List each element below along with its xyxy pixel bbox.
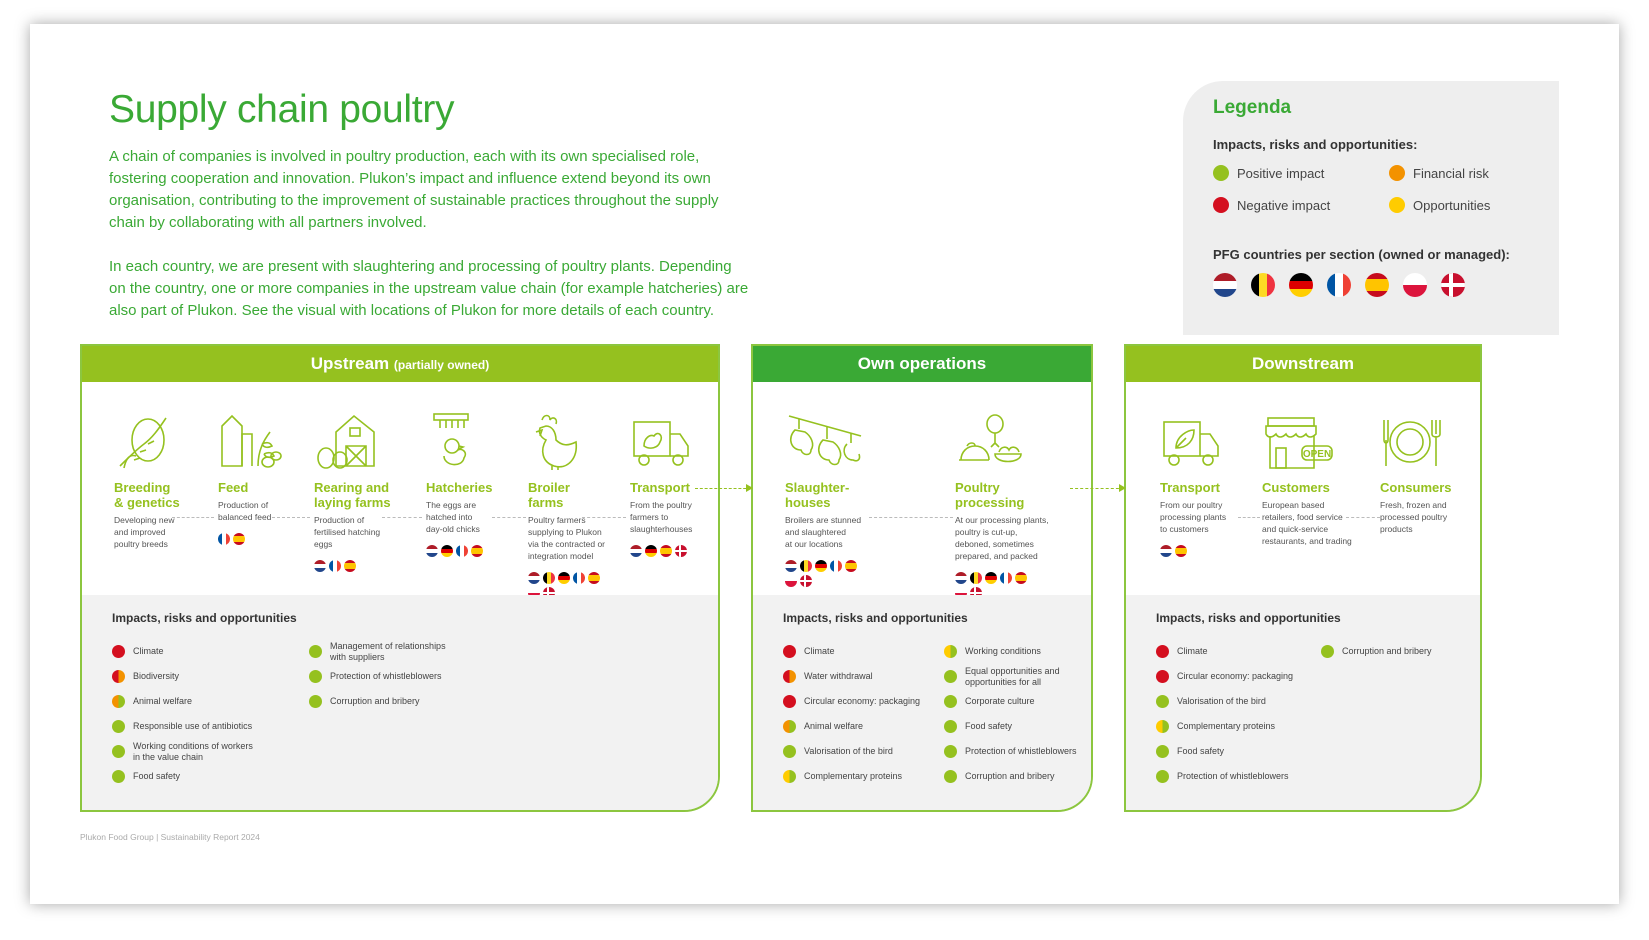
iro-item	[1156, 689, 1306, 714]
flag-nl-icon	[528, 572, 540, 584]
iro-label: Food safety	[133, 771, 181, 781]
step-title: Broiler farms	[528, 480, 570, 510]
positive-impact-dot	[1213, 165, 1229, 181]
flag-es-icon	[845, 560, 857, 572]
iro-label: Protection of whistleblowers	[330, 671, 442, 681]
legend-label: Financial risk	[1413, 165, 1489, 181]
shop-open-icon	[1262, 402, 1362, 472]
iro-dot	[944, 745, 957, 758]
step-title: Slaughter- houses	[785, 480, 850, 510]
flag-de-icon	[558, 572, 570, 584]
iro-item	[309, 689, 459, 714]
iro-label: Protection of whistleblowers	[1177, 771, 1289, 781]
flag-de-icon	[441, 545, 453, 557]
arrow-upstream-to-own	[695, 488, 751, 490]
footer: Plukon Food Group | Sustainability Report 2024	[80, 832, 260, 842]
iro-dot	[309, 645, 322, 658]
chick-icon	[426, 402, 526, 472]
upstream-section	[80, 344, 720, 812]
flag-dk-icon	[675, 545, 687, 557]
iro-item	[112, 639, 262, 664]
own-operations-steps	[753, 382, 1091, 600]
iro-label: Working conditions	[965, 646, 1041, 656]
iro-dot	[1156, 770, 1169, 783]
iro-dot	[112, 745, 125, 758]
iro-label: Equal opportunities and opportunities for all	[965, 665, 1060, 687]
processed-poultry-icon	[955, 402, 1055, 472]
upstream-title: Upstream	[310, 354, 390, 373]
step-description: From our poultry processing plants to customers	[1160, 500, 1227, 534]
flag-fr-icon	[830, 560, 842, 572]
iro-label: Climate	[133, 646, 164, 656]
iro-label: Corporate culture	[965, 696, 1035, 706]
step-description: Production of balanced feed	[218, 500, 272, 522]
iro-item	[309, 664, 459, 689]
flag-dk-icon	[1441, 273, 1465, 297]
iro-label: Corruption and bribery	[1342, 646, 1432, 656]
opportunities-dot	[1389, 197, 1405, 213]
downstream-steps	[1126, 382, 1480, 600]
iro-dot	[783, 645, 796, 658]
iro-item	[112, 664, 262, 689]
financial-risk-dot	[1389, 165, 1405, 181]
flag-es-icon	[233, 533, 245, 545]
step-country-flags	[1160, 545, 1240, 557]
intro-paragraph-1: A chain of companies is involved in poultry production, each with its own specialised role, fostering cooperation and innovation. Plukon’s impact and influence extend beyond its own organisation, contributing to the improvement of sustainable practices throughout the supply chain by collaborating with all partners involved.	[109, 148, 719, 231]
step-title: Transport	[630, 480, 690, 495]
iro-dot	[309, 670, 322, 683]
legend-positive-impact	[1213, 165, 1324, 181]
step-slaughter-houses	[785, 402, 885, 587]
step-country-flags	[218, 533, 298, 545]
iro-dot	[783, 670, 796, 683]
iro-item	[944, 664, 1093, 689]
iro-label: Management of relationships with suppliers	[330, 640, 446, 662]
iro-item	[944, 639, 1093, 664]
step-title: Rearing and laying farms	[314, 480, 391, 510]
plate-cutlery-icon	[1380, 402, 1480, 472]
step-description: At our processing plants, poultry is cut-up, deboned, sometimes prepared, and packed	[955, 515, 1049, 561]
upstream-note: (partially owned)	[393, 358, 490, 372]
step-description: Fresh, frozen and processed poultry products	[1380, 500, 1448, 534]
iro-dot	[1156, 670, 1169, 683]
iro-label: Complementary proteins	[1177, 721, 1276, 731]
legend-label: Positive impact	[1237, 165, 1325, 181]
open-sign-text: OPEN	[1302, 449, 1332, 460]
flag-fr-icon	[329, 560, 341, 572]
step-description: From the poultry farmers to slaughterhouses	[630, 500, 693, 534]
flag-de-icon	[645, 545, 657, 557]
legend-opportunities	[1389, 197, 1490, 213]
flag-es-icon	[660, 545, 672, 557]
iro-label: Animal welfare	[133, 696, 193, 706]
arrow-own-to-downstream	[1070, 488, 1124, 490]
iro-label: Climate	[804, 646, 835, 656]
feed-silo-icon	[218, 402, 318, 472]
step-title: Hatcheries	[426, 480, 493, 495]
downstream-title: Downstream	[1251, 354, 1355, 373]
flag-fr-icon	[573, 572, 585, 584]
iro-item	[112, 714, 262, 739]
iro-dot	[944, 720, 957, 733]
flag-dk-icon	[800, 575, 812, 587]
flag-fr-icon	[456, 545, 468, 557]
iro-label: Animal welfare	[804, 721, 864, 731]
iro-item	[944, 739, 1093, 764]
iro-label: Corruption and bribery	[330, 696, 420, 706]
iro-dot	[1156, 745, 1169, 758]
iro-dot	[783, 695, 796, 708]
flag-pl-icon	[1403, 273, 1427, 297]
hanging-birds-icon	[785, 402, 885, 472]
iro-dot	[783, 720, 796, 733]
iro-dot	[1156, 645, 1169, 658]
iro-dot	[112, 645, 125, 658]
flag-de-icon	[815, 560, 827, 572]
iro-dot	[1156, 695, 1169, 708]
iro-item	[783, 664, 933, 689]
upstream-iro-col2	[309, 639, 459, 714]
iro-item	[783, 714, 933, 739]
flag-be-icon	[970, 572, 982, 584]
flag-be-icon	[543, 572, 555, 584]
downstream-iro-col1	[1156, 639, 1306, 789]
legend-negative-impact	[1213, 197, 1330, 213]
egg-dna-icon	[114, 402, 214, 472]
legend-title: Legenda	[1213, 97, 1292, 118]
iro-dot	[112, 695, 125, 708]
iro-label: Valorisation of the bird	[804, 746, 893, 756]
step-description: Poultry farmers supplying to Plukon via the contracted or integration model	[528, 515, 606, 561]
own-iro-title: Impacts, risks and opportunities	[783, 611, 968, 625]
step-consumers	[1380, 402, 1480, 535]
flag-nl-icon	[955, 572, 967, 584]
step-country-flags	[426, 545, 506, 557]
step-poultry-processing	[955, 402, 1055, 599]
iro-dot	[112, 720, 125, 733]
downstream-iro-title: Impacts, risks and opportunities	[1156, 611, 1341, 625]
iro-dot	[944, 770, 957, 783]
flag-es-icon	[588, 572, 600, 584]
iro-item	[309, 639, 459, 664]
flag-nl-icon	[1213, 273, 1237, 297]
truck-leaf-icon	[1160, 402, 1260, 472]
step-title: Feed	[218, 480, 249, 495]
step-broiler-farms	[528, 402, 628, 599]
own-iro-col1	[783, 639, 933, 789]
flag-fr-icon	[1327, 273, 1351, 297]
own-operations-section	[751, 344, 1093, 812]
step-title: Poultry processing	[955, 480, 1025, 510]
iro-item	[944, 689, 1093, 714]
step-description: Developing new and improved poultry breeds	[114, 515, 175, 549]
flag-de-icon	[985, 572, 997, 584]
step-rearing-and-laying-farms	[314, 402, 414, 572]
flag-nl-icon	[426, 545, 438, 557]
iro-label: Working conditions of workers in the value chain	[133, 740, 253, 762]
iro-item	[1321, 639, 1471, 664]
upstream-iro-col1	[112, 639, 262, 789]
iro-item	[944, 714, 1093, 739]
flag-de-icon	[1289, 273, 1313, 297]
iro-item	[112, 764, 262, 789]
legend-countries-label: PFG countries per section (owned or managed):	[1213, 247, 1510, 262]
step-description: European based retailers, food service and quick-service restaurants, and trading	[1262, 500, 1352, 546]
step-transport	[630, 402, 720, 557]
iro-dot	[783, 745, 796, 758]
legend-label: Opportunities	[1413, 197, 1491, 213]
iro-dot	[309, 695, 322, 708]
upstream-iro-box	[82, 595, 718, 810]
iro-dot	[1156, 720, 1169, 733]
flag-es-icon	[344, 560, 356, 572]
downstream-iro-box	[1126, 595, 1480, 810]
iro-item	[944, 764, 1093, 789]
downstream-header	[1126, 346, 1480, 382]
flag-nl-icon	[785, 560, 797, 572]
iro-label: Valorisation of the bird	[1177, 696, 1266, 706]
page-title: Supply chain poultry	[109, 88, 455, 131]
own-iro-box	[753, 595, 1091, 810]
step-country-flags	[785, 560, 865, 587]
iro-item	[1156, 764, 1306, 789]
step-title: Consumers	[1380, 480, 1452, 495]
step-feed	[218, 402, 318, 545]
iro-label: Food safety	[1177, 746, 1225, 756]
legend-iro-label: Impacts, risks and opportunities:	[1213, 137, 1418, 152]
step-description: The eggs are hatched into day-old chicks	[426, 500, 480, 534]
iro-item	[1156, 714, 1306, 739]
step-country-flags	[314, 560, 394, 572]
upstream-iro-title: Impacts, risks and opportunities	[112, 611, 297, 625]
legend-label: Negative impact	[1237, 197, 1331, 213]
flag-es-icon	[1365, 273, 1389, 297]
legend-panel	[1183, 81, 1559, 335]
iro-label: Food safety	[965, 721, 1013, 731]
iro-label: Protection of whistleblowers	[965, 746, 1077, 756]
report-page	[30, 24, 1619, 904]
flag-nl-icon	[630, 545, 642, 557]
own-operations-title: Own operations	[857, 354, 987, 373]
iro-item	[783, 639, 933, 664]
iro-dot	[1321, 645, 1334, 658]
own-operations-header	[753, 346, 1091, 382]
flag-nl-icon	[314, 560, 326, 572]
flag-nl-icon	[1160, 545, 1172, 557]
step-description: Broilers are stunned and slaughtered at our locations	[785, 515, 862, 549]
iro-dot	[112, 770, 125, 783]
negative-impact-dot	[1213, 197, 1229, 213]
flag-be-icon	[800, 560, 812, 572]
iro-item	[1156, 664, 1306, 689]
iro-label: Responsible use of antibiotics	[133, 721, 253, 731]
iro-item	[783, 764, 933, 789]
step-hatcheries	[426, 402, 526, 557]
truck-chicken-icon	[630, 402, 720, 472]
iro-item	[112, 739, 262, 764]
downstream-section	[1124, 344, 1482, 812]
flag-fr-icon	[1000, 572, 1012, 584]
iro-dot	[944, 695, 957, 708]
iro-label: Circular economy: packaging	[1177, 671, 1294, 681]
flag-fr-icon	[218, 533, 230, 545]
flag-be-icon	[1251, 273, 1275, 297]
iro-item	[1156, 639, 1306, 664]
legend-flags	[1213, 273, 1465, 297]
iro-dot	[944, 670, 957, 683]
legend-financial-risk	[1389, 165, 1489, 181]
iro-label: Corruption and bribery	[965, 771, 1055, 781]
flag-es-icon	[471, 545, 483, 557]
step-country-flags	[630, 545, 710, 557]
step-customers	[1262, 402, 1362, 547]
intro-paragraph-2: In each country, we are present with slaughtering and processing of poultry plants. Depending on the country, one or more companies in the upstream value chain (for example hatcheries) are also part of Plukon. See the visual with locations of Plukon for more details of each country.	[109, 258, 749, 319]
step-title: Transport	[1160, 480, 1220, 495]
iro-item	[783, 739, 933, 764]
flag-es-icon	[1175, 545, 1187, 557]
upstream-header	[82, 346, 718, 382]
iro-dot	[112, 670, 125, 683]
iro-label: Biodiversity	[133, 671, 180, 681]
flag-pl-icon	[785, 575, 797, 587]
own-iro-col2	[944, 639, 1093, 789]
downstream-iro-col2	[1321, 639, 1471, 664]
iro-label: Climate	[1177, 646, 1208, 656]
step-title: Breeding & genetics	[114, 480, 180, 510]
step-breeding-genetics	[114, 402, 214, 550]
step-title: Customers	[1262, 480, 1330, 495]
step-transport	[1160, 402, 1260, 557]
iro-item	[783, 689, 933, 714]
step-description: Production of fertilised hatching eggs	[314, 515, 381, 549]
iro-dot	[944, 645, 957, 658]
upstream-steps	[82, 382, 718, 600]
iro-label: Complementary proteins	[804, 771, 903, 781]
iro-label: Circular economy: packaging	[804, 696, 921, 706]
flag-es-icon	[1015, 572, 1027, 584]
chicken-icon	[528, 402, 628, 472]
iro-dot	[783, 770, 796, 783]
iro-label: Water withdrawal	[804, 671, 873, 681]
iro-item	[112, 689, 262, 714]
barn-eggs-icon	[314, 402, 414, 472]
iro-item	[1156, 739, 1306, 764]
